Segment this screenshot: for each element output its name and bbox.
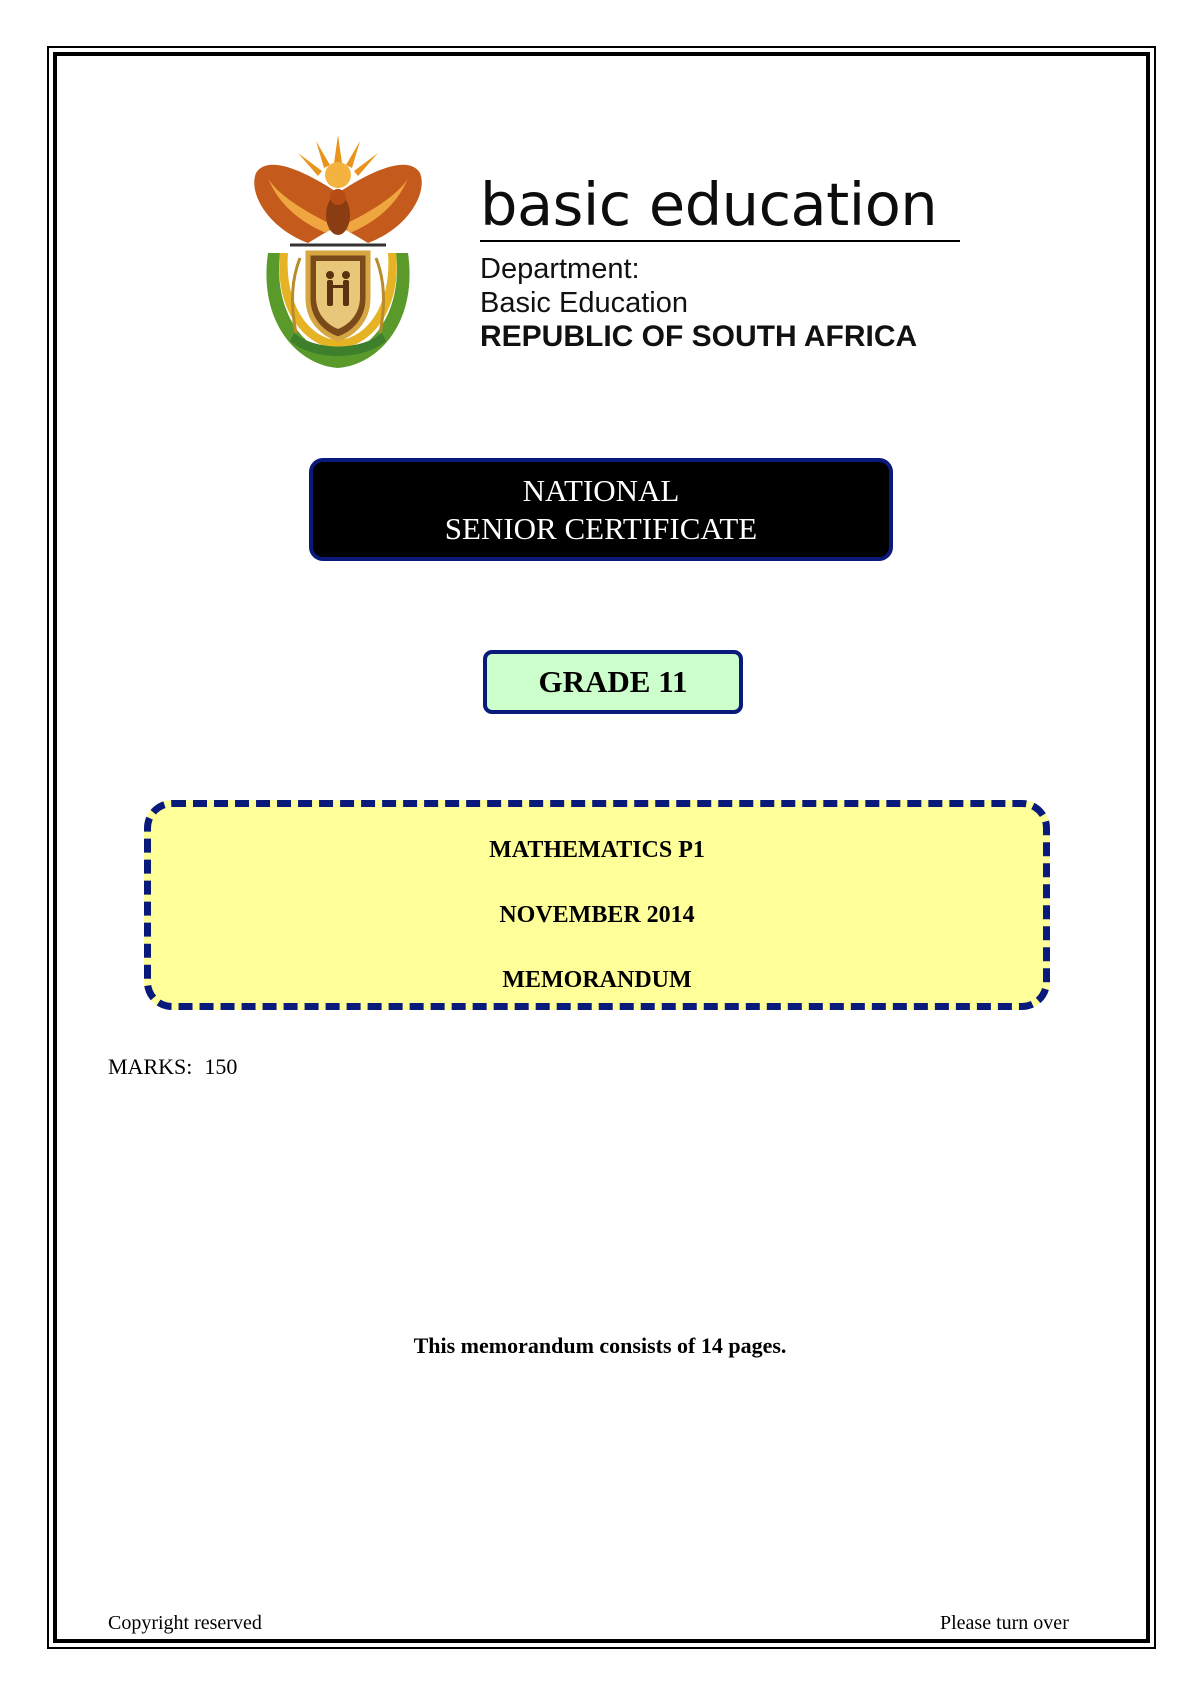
subject-name: MATHEMATICS P1 [489,837,705,863]
certificate-title-box [309,458,893,561]
certificate-line-2: SENIOR CERTIFICATE [444,510,758,546]
marks-value: 150 [204,1054,238,1079]
copyright-notice: Copyright reserved [108,1612,262,1634]
grade-badge: GRADE 11 [483,650,743,714]
document-type: MEMORANDUM [502,967,692,993]
department-branding [480,172,965,354]
marks-label: MARKS: [108,1054,193,1079]
certificate-line-1: NATIONAL [522,472,680,508]
country-name: REPUBLIC OF SOUTH AFRICA [480,320,918,353]
turn-over-note: Please turn over [940,1612,1069,1634]
brand-divider [480,240,960,242]
south-africa-coat-of-arms-icon [238,133,438,373]
subject-box [144,800,1050,1010]
exam-session: NOVEMBER 2014 [499,902,695,928]
page-count-note: This memorandum consists of 14 pages. [413,1333,787,1358]
department-name: Basic Education [480,287,688,319]
brand-title: basic education [480,170,938,239]
marks-total [108,1054,237,1080]
department-label: Department: [480,253,640,285]
